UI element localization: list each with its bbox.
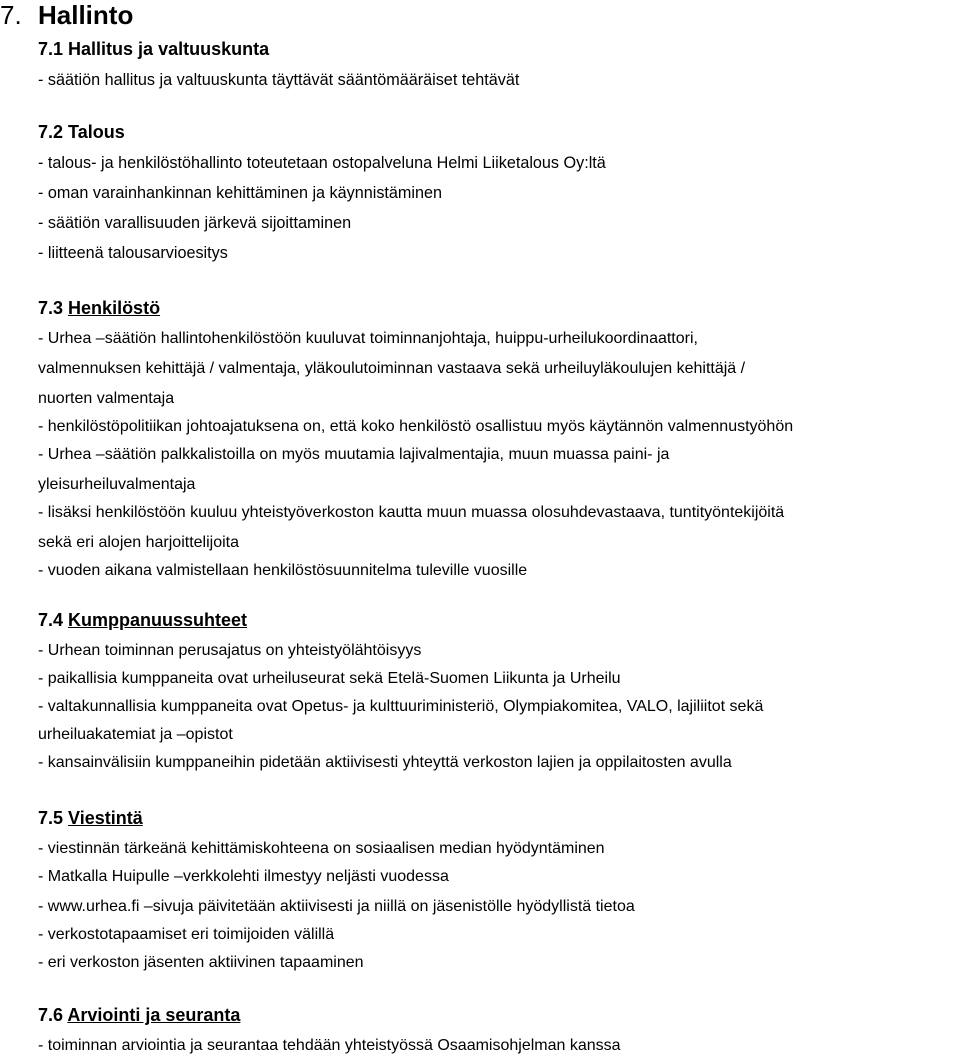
section-line: - säätiön hallitus ja valtuuskunta täyttävät sääntömääräiset tehtävät (38, 71, 520, 89)
section-line: - eri verkoston jäsenten aktiivinen tapaaminen (38, 954, 364, 971)
section-title-text: Kumppanuussuhteet (68, 610, 248, 630)
section-title (38, 806, 143, 830)
section-title (38, 1003, 240, 1027)
section-title-text: Henkilöstö (68, 298, 161, 318)
section-line: - talous- ja henkilöstöhallinto toteutetaan ostopalveluna Helmi Liiketalous Oy:ltä (38, 154, 606, 172)
section-title (38, 37, 269, 61)
section-title-text: Arviointi ja seuranta (67, 1005, 241, 1025)
chapter-heading (0, 0, 133, 32)
section-number: 7.4 (38, 610, 64, 630)
section-line: - Urhea –säätiön palkkalistoilla on myös muutamia lajivalmentajia, muun muassa paini- ja (38, 446, 670, 463)
section-line: nuorten valmentaja (38, 390, 175, 407)
section-title-text: Viestintä (68, 808, 143, 828)
section-number: 7.6 (38, 1005, 64, 1025)
chapter-number: 7. (0, 0, 22, 30)
section-line: valmennuksen kehittäjä / valmentaja, yläkoulutoiminnan vastaava sekä urheiluyläkoulujen kehittäjä / (38, 360, 746, 377)
section-number: 7.1 (38, 39, 64, 59)
section-line: - valtakunnallisia kumppaneita ovat Opetus- ja kulttuuriministeriö, Olympiakomitea, VALO, lajiliitot sekä (38, 698, 764, 715)
section-line: - lisäksi henkilöstöön kuuluu yhteistyöverkoston kautta muun muassa olosuhdevastaava, tuntityöntekijöitä (38, 504, 785, 521)
section-line: - oman varainhankinnan kehittäminen ja käynnistäminen (38, 184, 443, 202)
section-line: - säätiön varallisuuden järkevä sijoittaminen (38, 214, 352, 232)
section-line: - Matkalla Huipulle –verkkolehti ilmestyy neljästi vuodessa (38, 868, 449, 885)
section-number: 7.2 (38, 122, 64, 142)
section-line: - kansainvälisiin kumppaneihin pidetään aktiivisesti yhteyttä verkoston lajien ja oppilaitosten avulla (38, 754, 732, 771)
section-line: - henkilöstöpolitiikan johtoajatuksena on, että koko henkilöstö osallistuu myös käytännön valmennustyöhön (38, 418, 794, 435)
section-line: yleisurheiluvalmentaja (38, 476, 196, 493)
section-number: 7.5 (38, 808, 64, 828)
section-title (38, 120, 125, 144)
section-title-text: Hallitus ja valtuuskunta (68, 39, 270, 59)
section-title-text: Talous (68, 122, 125, 142)
section-line: - vuoden aikana valmistellaan henkilöstösuunnitelma tuleville vuosille (38, 562, 528, 579)
section-line: - liitteenä talousarvioesitys (38, 244, 228, 262)
section-line: - toiminnan arviointia ja seurantaa tehdään yhteistyössä Osaamisohjelman kanssa (38, 1037, 621, 1054)
section-title (38, 608, 247, 632)
section-number: 7.3 (38, 298, 64, 318)
chapter-title: Hallinto (38, 0, 134, 30)
section-line: urheiluakatemiat ja –opistot (38, 726, 233, 743)
section-line: - www.urhea.fi –sivuja päivitetään aktiivisesti ja niillä on jäsenistölle hyödyllistä tietoa (38, 898, 635, 915)
section-line: - viestinnän tärkeänä kehittämiskohteena on sosiaalisen median hyödyntäminen (38, 840, 605, 857)
section-line: - Urhean toiminnan perusajatus on yhteistyölähtöisyys (38, 642, 422, 659)
section-title (38, 296, 160, 320)
section-line: - Urhea –säätiön hallintohenkilöstöön kuuluvat toiminnanjohtaja, huippu-urheilukoordinaattori, (38, 330, 698, 347)
section-line: - paikallisia kumppaneita ovat urheiluseurat sekä Etelä-Suomen Liikunta ja Urheilu (38, 670, 621, 687)
section-line: sekä eri alojen harjoittelijoita (38, 534, 239, 551)
section-line: - verkostotapaamiset eri toimijoiden välillä (38, 926, 335, 943)
